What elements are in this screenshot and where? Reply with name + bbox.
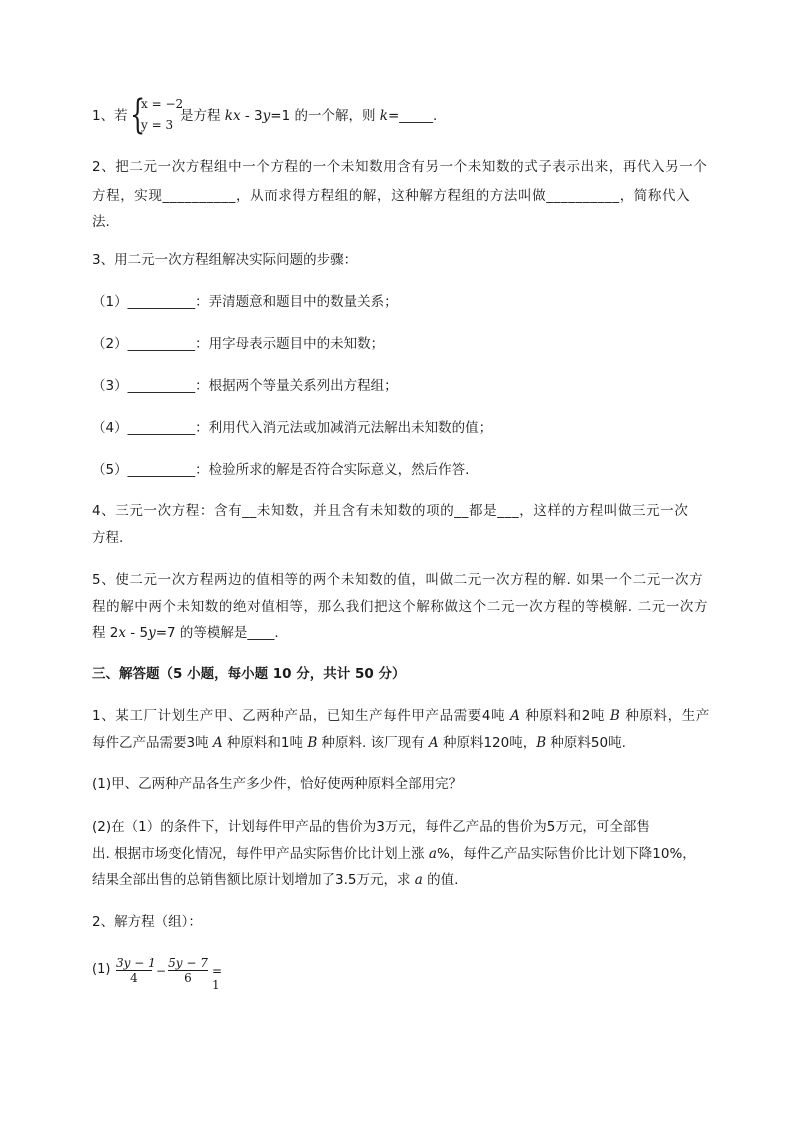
fraction-2: [168, 956, 208, 985]
problem-1-sub-2-line-1: (2)在（1）的条件下，计划每件甲产品的售价为3万元，每件乙产品的售价为5万元，可全部售: [92, 819, 650, 835]
problem-1-text-d: 每件乙产品需要3吨: [92, 735, 213, 751]
brace-icon: {: [130, 92, 146, 138]
question-5-line-1: 5、使二元一次方程两边的值相等的两个未知数的值，叫做二元一次方程的解. 如果一个二元一次方: [92, 572, 704, 588]
fraction-1-numerator: 3y − 1: [116, 956, 156, 970]
variable-y: y: [148, 625, 156, 641]
problem-1-line-1: [92, 706, 710, 726]
question-3-step-4: （4）__________：利用代入消元法或加减消元法解出未知数的值；: [92, 420, 493, 436]
question-3-intro: 3、用二元一次方程组解决实际问题的步骤：: [92, 252, 358, 268]
question-2-line-2: 方程，实现__________，从而求得方程组的解，这种解方程组的方法叫做__________，简称代入: [92, 188, 691, 204]
question-2-line-1: 2、把二元一次方程组中一个方程的一个未知数用含有另一个未知数的式子表示出来，再代入另一个: [92, 159, 708, 175]
question-4-line-1: 4、三元一次方程：含有__未知数，并且含有未知数的项的__都是___，这样的方程叫做三元一次: [92, 503, 689, 519]
problem-1-sub-2-line-3: [92, 870, 458, 890]
question-2-line-3: 法.: [92, 214, 110, 230]
problem-1-text-h: 种原料50吨.: [546, 735, 626, 751]
question-5-text-b: - 5: [126, 625, 149, 641]
problem-1-sub-1: (1)甲、乙两种产品各生产多少件，恰好使两种原料全部用完？: [92, 776, 463, 792]
problem-1-sub-2-text-a: 出. 根据市场变化情况，每件甲产品实际售价比计划上涨: [92, 846, 429, 862]
variable-B: B: [536, 735, 547, 751]
variable-y: y: [262, 108, 271, 124]
question-1-text-b: - 3: [240, 108, 263, 124]
question-1-text-d: =_____.: [387, 108, 438, 124]
question-3-step-2: （2）__________：用字母表示题目中的未知数；: [92, 336, 385, 352]
variable-A: A: [212, 735, 223, 751]
question-1: [92, 106, 128, 126]
system-equation-1: x = −2: [141, 97, 184, 111]
question-1-text-a: 是方程: [180, 108, 225, 124]
equation-rhs: = 1: [212, 964, 223, 992]
problem-1-text-c: 种原料，生产: [620, 708, 710, 724]
question-5-line-3: [92, 623, 279, 643]
problem-1-text-b: 种原料和2吨: [520, 708, 610, 724]
problem-1-sub-2-text-d: 的值.: [422, 872, 459, 888]
question-5-text-c: =7 的等模解是____.: [155, 625, 279, 641]
problem-1-text-f: 种原料. 该厂现有: [317, 735, 429, 751]
problem-1-line-2: [92, 733, 626, 753]
problem-1-text-g: 种原料120吨，: [438, 735, 537, 751]
question-3-step-3: （3）__________：根据两个等量关系列出方程组；: [92, 378, 398, 394]
variable-kx: kx: [224, 108, 241, 124]
variable-a: a: [428, 846, 437, 862]
fraction-1: [116, 956, 156, 985]
problem-1-sub-2-text-c: 结果全部出售的总销售额比原计划增加了3.5万元，求: [92, 872, 415, 888]
fraction-1-denominator: 4: [130, 971, 138, 985]
fraction-2-denominator: 6: [184, 971, 192, 985]
variable-a: a: [414, 872, 423, 888]
question-3-step-5: （5）__________：检验所求的解是否符合实际意义，然后作答.: [92, 462, 470, 478]
variable-k: k: [379, 108, 388, 124]
question-5-line-2: 程的解中两个未知数的绝对值相等，那么我们把这个解称做这个二元一次方程的等模解. 二元一次方: [92, 599, 709, 615]
section-3-heading: 三、解答题（5 小题，每小题 10 分，共计 50 分）: [92, 666, 406, 682]
fraction-2-numerator: 5y − 7: [168, 956, 208, 970]
question-1-number: 1、若: [92, 108, 128, 124]
variable-B: B: [307, 735, 318, 751]
variable-x: x: [118, 625, 127, 641]
system-equation-2: y = 3: [141, 118, 174, 132]
problem-1-text-a: 1、某工厂计划生产甲、乙两种产品，已知生产每件甲产品需要4吨: [92, 708, 511, 724]
question-1-text-c: =1 的一个解，则: [270, 108, 380, 124]
variable-A: A: [428, 735, 439, 751]
variable-B: B: [609, 708, 621, 724]
equation-label: (1): [92, 962, 111, 977]
problem-1-sub-2-text-b: %，每件乙产品实际售价比计划下降10%，: [436, 846, 696, 862]
variable-A: A: [510, 708, 521, 724]
question-1-text: [180, 106, 437, 126]
question-5-text-a: 程 2: [92, 625, 119, 641]
minus-sign: −: [156, 964, 167, 978]
problem-1-text-e: 种原料和1吨: [222, 735, 308, 751]
question-4-line-2: 方程.: [92, 530, 124, 546]
problem-1-sub-2-line-2: [92, 844, 696, 864]
question-3-step-1: （1）__________：弄清题意和题目中的数量关系；: [92, 294, 398, 310]
problem-2-intro: 2、解方程（组）：: [92, 914, 202, 930]
